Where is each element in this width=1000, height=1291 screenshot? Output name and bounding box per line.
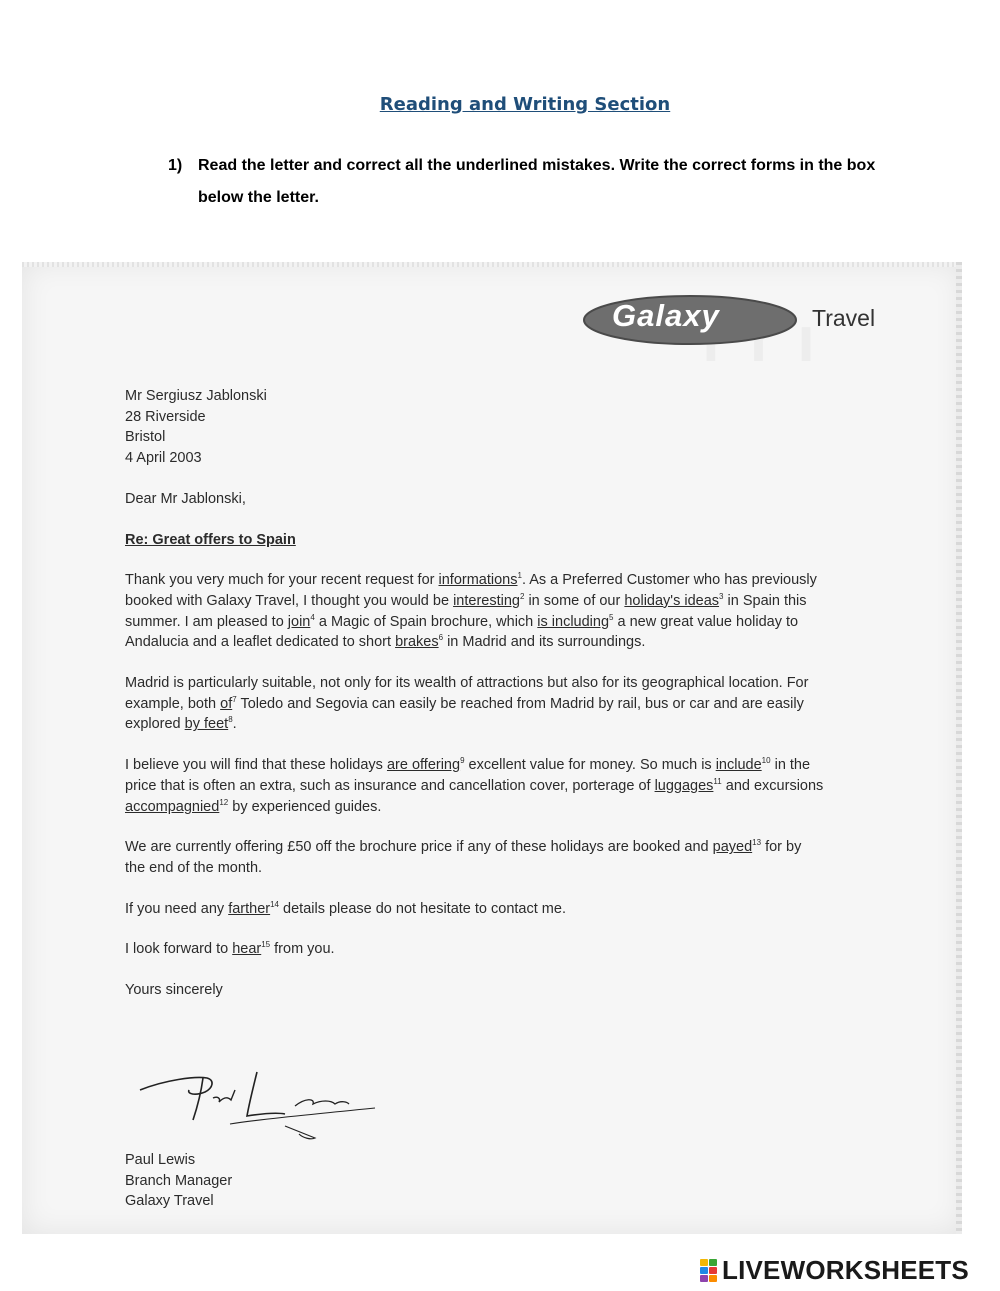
mistake-7: of <box>220 695 233 712</box>
signer-title: Branch Manager <box>125 1172 233 1189</box>
section-title: Reading and Writing Section <box>379 94 671 115</box>
paragraph-4: We are currently offering £50 off the brochure price if any of these holidays are booked and payed$^{13}$ for by the end of the month. <box>125 838 802 876</box>
address-line: Bristol <box>125 429 166 446</box>
scan-right-edge <box>956 262 962 1234</box>
paragraph-3: I believe you will find that these holidays are offering$^9$ excellent value for money. So much is include$^{10}$ in the price that is often an extra, such as insurance and cancellation cover, porterage of luggages$^{11}$ and excursions accompagnied$^{12}$ by experienced guides. <box>125 756 824 815</box>
letter-date: 4 April 2003 <box>125 450 202 467</box>
instruction-number: 1) <box>168 157 183 174</box>
scanned-letter <box>22 262 962 1234</box>
address-line: Mr Sergiusz Jablonski <box>125 388 267 404</box>
mistake-10: include <box>715 757 762 774</box>
mistake-13: payed <box>712 839 753 856</box>
paragraph-5: If you need any farther$^{14}$ details please do not hesitate to contact me. <box>125 899 566 917</box>
galaxy-travel-logo <box>582 292 902 352</box>
mistake-11: luggages <box>654 777 714 794</box>
mistake-14: farther <box>228 900 271 917</box>
mistake-9: are offering <box>386 757 461 774</box>
signer-company: Galaxy Travel <box>125 1193 214 1210</box>
scan-top-edge <box>22 262 962 267</box>
logo-name: Galaxy <box>612 298 720 333</box>
mistake-15: hear <box>232 941 262 958</box>
closing: Yours sincerely <box>125 982 223 999</box>
paragraph-1: Thank you very much for your recent request for informations$^1$. As a Preferred Customer who has previously booked with Galaxy Travel, I thought you would be interesting$^2$ in some of our holiday's ideas$^3$ in Spain this summer. I am pleased to join$^4$ a Magic of Spain brochure, which is including$^5$ a new great value holiday to Andalucia and a leaflet dedicated to short brakes$^6$ in Madrid and its surroundings. <box>125 571 817 651</box>
mistake-3: holiday's ideas <box>624 592 720 609</box>
mistake-12: accompagnied <box>125 798 220 815</box>
paragraph-2: Madrid is particularly suitable, not only for its wealth of attractions but also for its geographical location. For example, both $of^7$ Toledo and Segovia can easily be reached from Madrid by rail, bus or car and are easily explored by feet$^8$. <box>125 675 809 733</box>
mistake-4: join <box>287 613 311 630</box>
letter-body <box>125 386 825 1001</box>
liveworksheets-logo <box>700 1255 995 1287</box>
mistake-8: by feet <box>184 716 229 733</box>
mistake-6: brakes <box>395 634 439 651</box>
signer-block <box>125 1150 232 1212</box>
signature-icon <box>135 1068 385 1158</box>
mistake-1: informations <box>438 572 518 589</box>
instruction-text: Read the letter and correct all the underlined mistakes. Write the correct forms in the box below the letter. <box>198 157 876 206</box>
liveworksheets-icon <box>700 1259 718 1281</box>
address-line: 28 Riverside <box>125 408 206 425</box>
logo-travel: Travel <box>812 305 876 331</box>
paragraph-6: I look forward to hear$^{15}$ from you. <box>125 940 335 958</box>
recipient-address <box>125 386 825 469</box>
signer-name: Paul Lewis <box>125 1152 196 1168</box>
mistake-5: is including <box>537 613 610 630</box>
instruction <box>168 150 908 214</box>
liveworksheets-wordmark: LIVEWORKSHEETS <box>722 1255 969 1285</box>
salutation: Dear Mr Jablonski, <box>125 490 246 507</box>
letter-subject: Re: Great offers to Spain <box>125 531 296 548</box>
mistake-2: interesting <box>453 592 520 609</box>
